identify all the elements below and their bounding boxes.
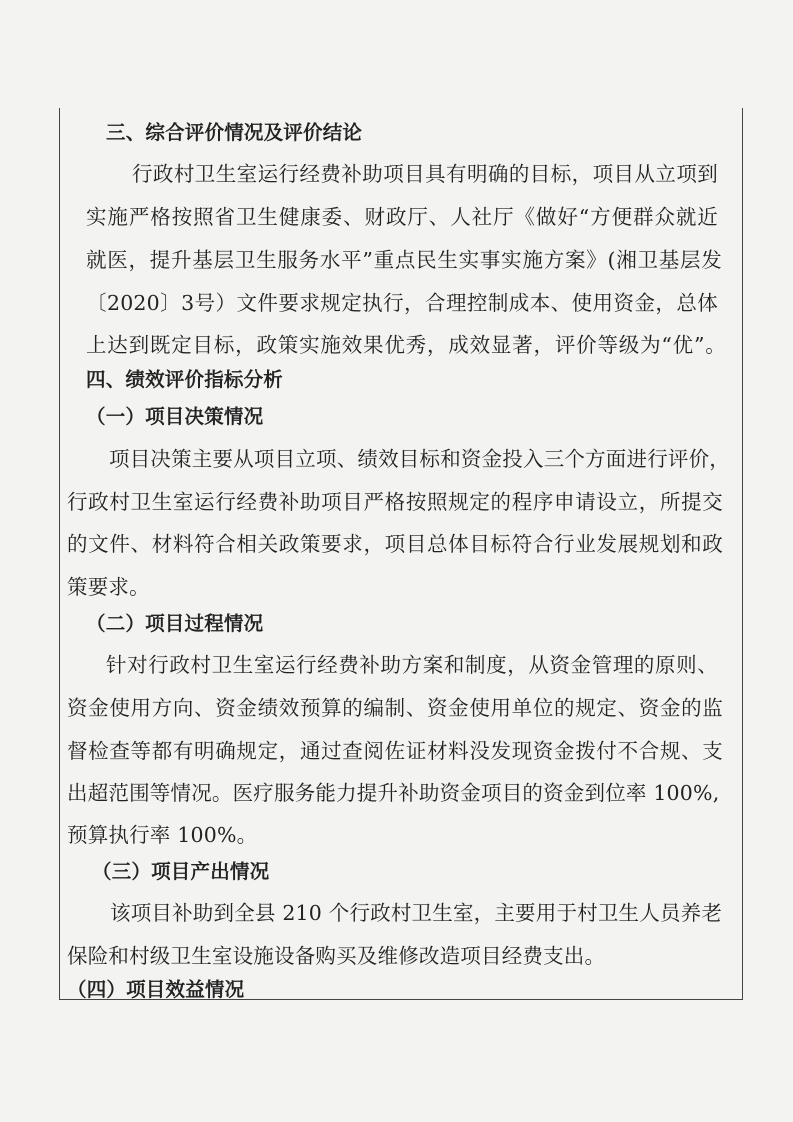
section-3-line-2: 实施严格按照省卫生健康委、财政厅、人社厅《做好“方便群众就近 (86, 205, 718, 229)
subsection-2-line-5: 预算执行率 100%。 (67, 823, 258, 847)
section-3-heading: 三、综合评价情况及评价结论 (106, 121, 363, 144)
section-4-heading: 四、绩效评价指标分析 (86, 368, 284, 391)
section-3-line-1: 行政村卫生室运行经费补助项目具有明确的目标，项目从立项到 (132, 162, 718, 186)
subsection-2-heading: （二）项目过程情况 (86, 612, 264, 635)
subsection-3-heading: （三）项目产出情况 (92, 860, 270, 883)
section-3-line-4: 〔2020〕3号）文件要求规定执行，合理控制成本、使用资金，总体 (86, 291, 718, 315)
subsection-1-line-3: 的文件、材料符合相关政策要求，项目总体目标符合行业发展规划和政 (67, 532, 723, 556)
section-3-line-5: 上达到既定目标，政策实施效果优秀，成效显著，评价等级为“优”。 (86, 333, 726, 357)
subsection-1-line-2: 行政村卫生室运行经费补助项目严格按照规定的程序申请设立，所提交 (67, 490, 723, 514)
subsection-2-line-2: 资金使用方向、资金绩效预算的编制、资金使用单位的规定、资金的监 (67, 696, 723, 720)
section-3-line-3: 就医，提升基层卫生服务水平”重点民生实事实施方案》(湘卫基层发 (86, 248, 722, 272)
subsection-3-line-1: 该项目补助到全县 210 个行政村卫生室，主要用于村卫生人员养老 (110, 901, 723, 925)
subsection-2-line-1: 针对行政村卫生室运行经费补助方案和制度，从资金管理的原则、 (106, 653, 718, 677)
subsection-1-line-1: 项目决策主要从项目立项、绩效目标和资金投入三个方面进行评价， (109, 447, 730, 471)
subsection-2-line-3: 督检查等都有明确规定，通过查阅佐证材料没发现资金拨付不合规、支 (67, 739, 723, 763)
subsection-1-heading: （一）项目决策情况 (86, 405, 264, 428)
subsection-4-heading: （四）项目效益情况 (67, 978, 245, 1001)
subsection-1-line-4: 策要求。 (67, 575, 150, 599)
subsection-2-line-4: 出超范围等情况。医疗服务能力提升补助资金项目的资金到位率 100%, (67, 781, 720, 805)
subsection-3-line-2: 保险和村级卫生室设施设备购买及维修改造项目经费支出。 (67, 944, 606, 968)
